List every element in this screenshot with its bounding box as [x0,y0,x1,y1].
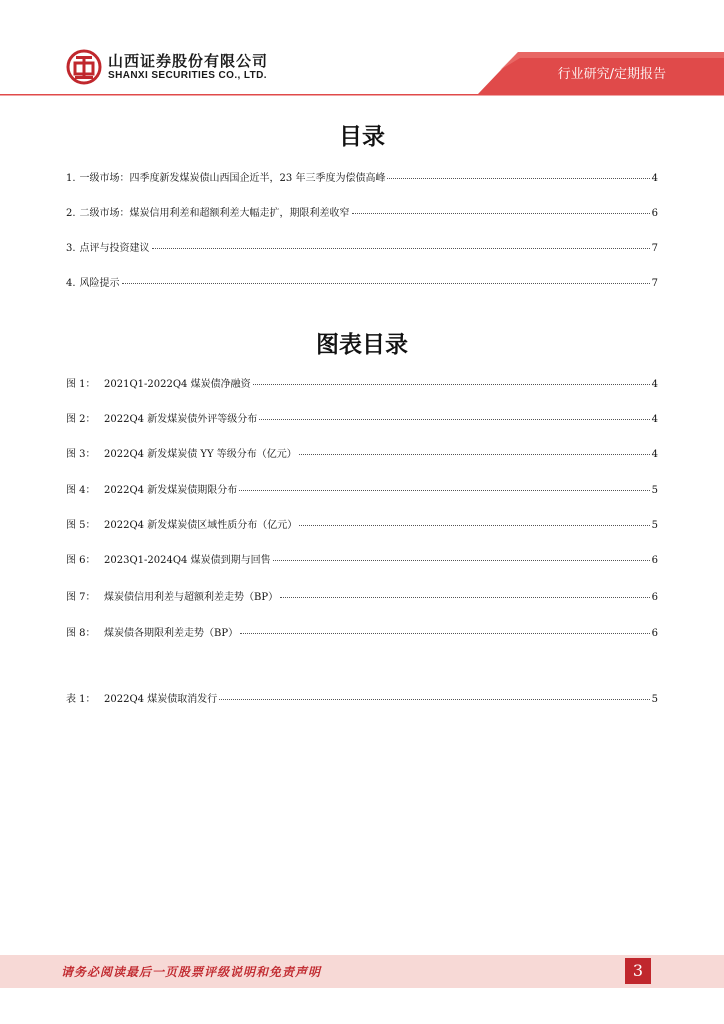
figures-title: 图表目录 [316,332,408,358]
toc-leader [253,384,650,385]
toc-leader [299,454,650,455]
figure-entry[interactable] [66,551,658,567]
toc-entry-text: 二级市场：煤炭信用利差和超额利差大幅走扩，期限利差收窄 [79,208,350,219]
toc-entry[interactable] [66,204,658,220]
figure-entry-text: 2022Q4 新发煤炭债外评等级分布 [104,414,258,425]
figure-entry[interactable] [66,588,658,604]
figure-entry-number: 图 7： [66,592,96,603]
toc-entry-text: 点评与投资建议 [79,243,150,254]
toc-leader [239,490,649,491]
figure-entry-number: 图 4： [66,485,96,496]
toc-entry-page: 4 [651,173,658,184]
figure-entry-number: 图 3： [66,449,96,460]
toc-entry-page: 7 [651,278,658,289]
figure-entry[interactable] [66,516,658,532]
toc-entry-text: 一级市场：四季度新发煤炭债山西国企近半，23 年三季度为偿债高峰 [79,173,386,184]
toc-leader [387,178,649,179]
toc-leader [273,560,650,561]
company-name-cn: 山西证券股份有限公司 [108,52,269,70]
toc-leader [299,525,649,526]
toc-leader [219,699,649,700]
figure-entry[interactable] [66,445,658,461]
toc-entry-page: 7 [651,243,658,254]
toc-entry-number: 1. [66,173,76,184]
table-entry[interactable] [66,690,658,706]
figure-entry-number: 图 6： [66,555,96,566]
figure-entry[interactable] [66,624,658,640]
toc-leader [259,419,649,420]
toc-entry-page: 6 [651,208,658,219]
toc-entry-number: 4. [66,278,76,289]
toc-entry-number: 2. [66,208,76,219]
table-entry-number: 表 1： [66,694,96,705]
figure-entry-text: 2022Q4 新发煤炭债 YY 等级分布（亿元） [104,449,297,460]
company-logo-icon [66,49,102,85]
toc-entry[interactable] [66,239,658,255]
figure-entry-text: 煤炭债信用利差与超额利差走势（BP） [104,592,279,603]
page-number: 3 [625,958,651,984]
toc-leader [152,248,650,249]
figure-entry-page: 5 [651,520,658,531]
figure-entry-number: 图 2： [66,414,96,425]
figure-entry-page: 5 [651,485,658,496]
figure-entry-text: 煤炭债各期限利差走势（BP） [104,628,239,639]
toc-entry-number: 3. [66,243,76,254]
toc-leader [280,597,650,598]
table-entry-text: 2022Q4 煤炭债取消发行 [104,694,218,705]
page-header [0,0,724,110]
figure-entry[interactable] [66,375,658,391]
toc-leader [240,633,650,634]
report-type-label: 行业研究/定期报告 [557,67,666,82]
table-entry-page: 5 [651,694,658,705]
figure-entry-text: 2021Q1-2022Q4 煤炭债净融资 [104,379,251,390]
figure-entry-page: 4 [651,449,658,460]
figure-entry-number: 图 5： [66,520,96,531]
toc-title: 目录 [339,124,385,150]
figure-entry-page: 4 [651,414,658,425]
toc-entry-text: 风险提示 [79,278,120,289]
figure-entry[interactable] [66,481,658,497]
toc-leader [122,283,650,284]
figure-entry-text: 2022Q4 新发煤炭债区域性质分布（亿元） [104,520,298,531]
figure-entry-number: 图 8： [66,628,96,639]
company-name-en: SHANXI SECURITIES CO., LTD. [108,70,267,81]
toc-leader [352,213,650,214]
figure-entry-number: 图 1： [66,379,96,390]
toc-entry[interactable] [66,274,658,290]
figure-entry[interactable] [66,410,658,426]
figure-entry-page: 4 [651,379,658,390]
toc-entry[interactable] [66,169,658,185]
figure-entry-text: 2023Q1-2024Q4 煤炭债到期与回售 [104,555,271,566]
figure-entry-text: 2022Q4 新发煤炭债期限分布 [104,485,238,496]
footer-disclaimer: 请务必阅读最后一页股票评级说明和免责声明 [61,965,322,979]
figure-entry-page: 6 [651,628,658,639]
figure-entry-page: 6 [651,592,658,603]
figure-entry-page: 6 [651,555,658,566]
